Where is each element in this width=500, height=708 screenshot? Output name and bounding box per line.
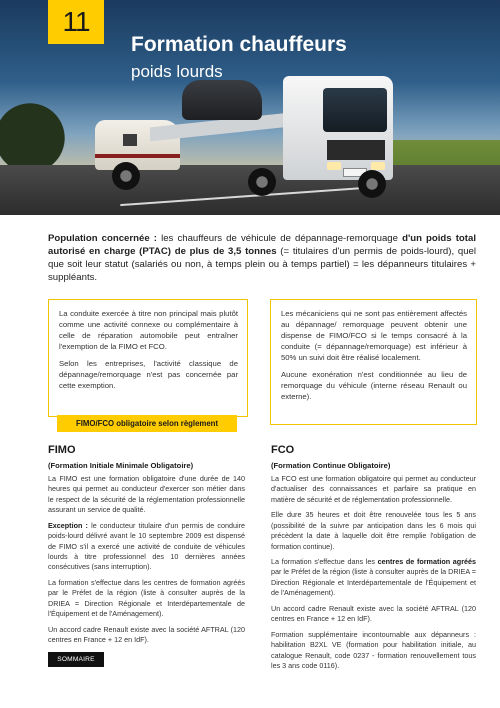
intro-lead: Population concernée :	[48, 233, 157, 244]
dispense-box: Les mécaniciens qui ne sont pas entièrement affectés au dépannage/ remorquage peuvent obtenir une dispense de FIMO/FCO si le temps consacré à la conduite (= dépannage/remorquage) est inférieur à 50% un suivi doit être réalisé localement. Aucune exonération n'est conditionnée au lieu de remorquage du véhicule (interne réseau Renault ou externe).	[270, 299, 477, 425]
trees	[0, 90, 70, 170]
page-subtitle: poids lourds	[131, 62, 223, 81]
fco-section: FCO (Formation Continue Obligatoire) La FCO est une formation obligatoire qui permet au conducteur d'actualiser des connaissances et parfaire sa pratique en matière de sécurité et de réglementation professionnelle. Elle dure 35 heures et doit être renouvelée tous les 5 ans (possibilité de la suivre par anticipation dans les 6 mois qui précèdent la date à laquelle doit être remplie l'obligation de formation continue). La formation s'effectue dans les centres de formation agréés par le Préfet de la région (liste à consulter auprès de la DRIEA = Direction Régionale et Interdépartementale de l'Équipement et de l'Aménagement). Un accord cadre Renault existe avec la société AFTRAL (120 centres en France + 12 en IdF). Formation supplémentaire incontournable aux dépanneurs : habilitation B2XL VE (formation pour habilitation initiale, au catalogue Renault, code 0237 - formation renouvellement tous les 3 ans code 0116).	[271, 444, 476, 670]
obligation-badge: FIMO/FCO obligatoire selon règlement	[57, 415, 237, 432]
hero-photo	[0, 0, 500, 215]
towed-car	[182, 80, 262, 120]
intro-paragraph: Population concernée : les chauffeurs de véhicule de dépannage-remorquage d'un poids total autorisé en charge (PTAC) de plus de 3,5 tonnes (= titulaires d'un permis de poids-lourd), quel que soit leur statut (salariés ou non, à temps plein ou à temps partiel) = les dépanneurs titulaires + suppléants.	[48, 233, 476, 283]
fco-subtitle: (Formation Continue Obligatoire)	[271, 460, 391, 470]
tow-truck-cab	[283, 76, 393, 180]
chapter-number: 11	[48, 0, 104, 44]
fimo-section: FIMO (Formation Initiale Minimale Obligatoire) La FIMO est une formation obligatoire d'une durée de 140 heures qui permet au conducteur d'exercer son métier dans le respect de la sécurité de la réglementation professionnelle assurant un service de qualité. Exception : le conducteur titulaire d'un permis de conduire poids-lourd délivré avant le 10 septembre 2009 est dispensé de FIMO s'il a exercé une activité de conduite de véhicules lourds à titre professionnel des 10 dernières années consécutives (sans interruption). La formation s'effectue dans les centres de formation agréés par le Préfet de la région (liste à consulter auprès de la DRIEA = Direction Régionale et Interdépartementale de l'Équipement et de l'Aménagement). Un accord cadre Renault existe avec la société AFTRAL (120 centres en France + 12 en IdF).	[48, 444, 245, 645]
sommaire-button[interactable]: SOMMAIRE	[48, 652, 104, 667]
page-title: Formation chauffeurs	[131, 33, 347, 56]
wheel	[358, 170, 386, 198]
exemption-box: La conduite exercée à titre non principal mais plutôt comme une activité connexe ou complémentaire à celle de réparation automobile peut entraîner l'exemption de la FIMO et FCO. Selon les entreprises, l'activité classique de dépannage/remorquage n'est pas concernée par cette exemption.	[48, 299, 248, 417]
fimo-title: FIMO	[48, 444, 76, 456]
wheel	[112, 162, 140, 190]
fimo-subtitle: (Formation Initiale Minimale Obligatoire)	[48, 460, 194, 470]
wheel	[248, 168, 276, 196]
fco-title: FCO	[271, 444, 295, 456]
